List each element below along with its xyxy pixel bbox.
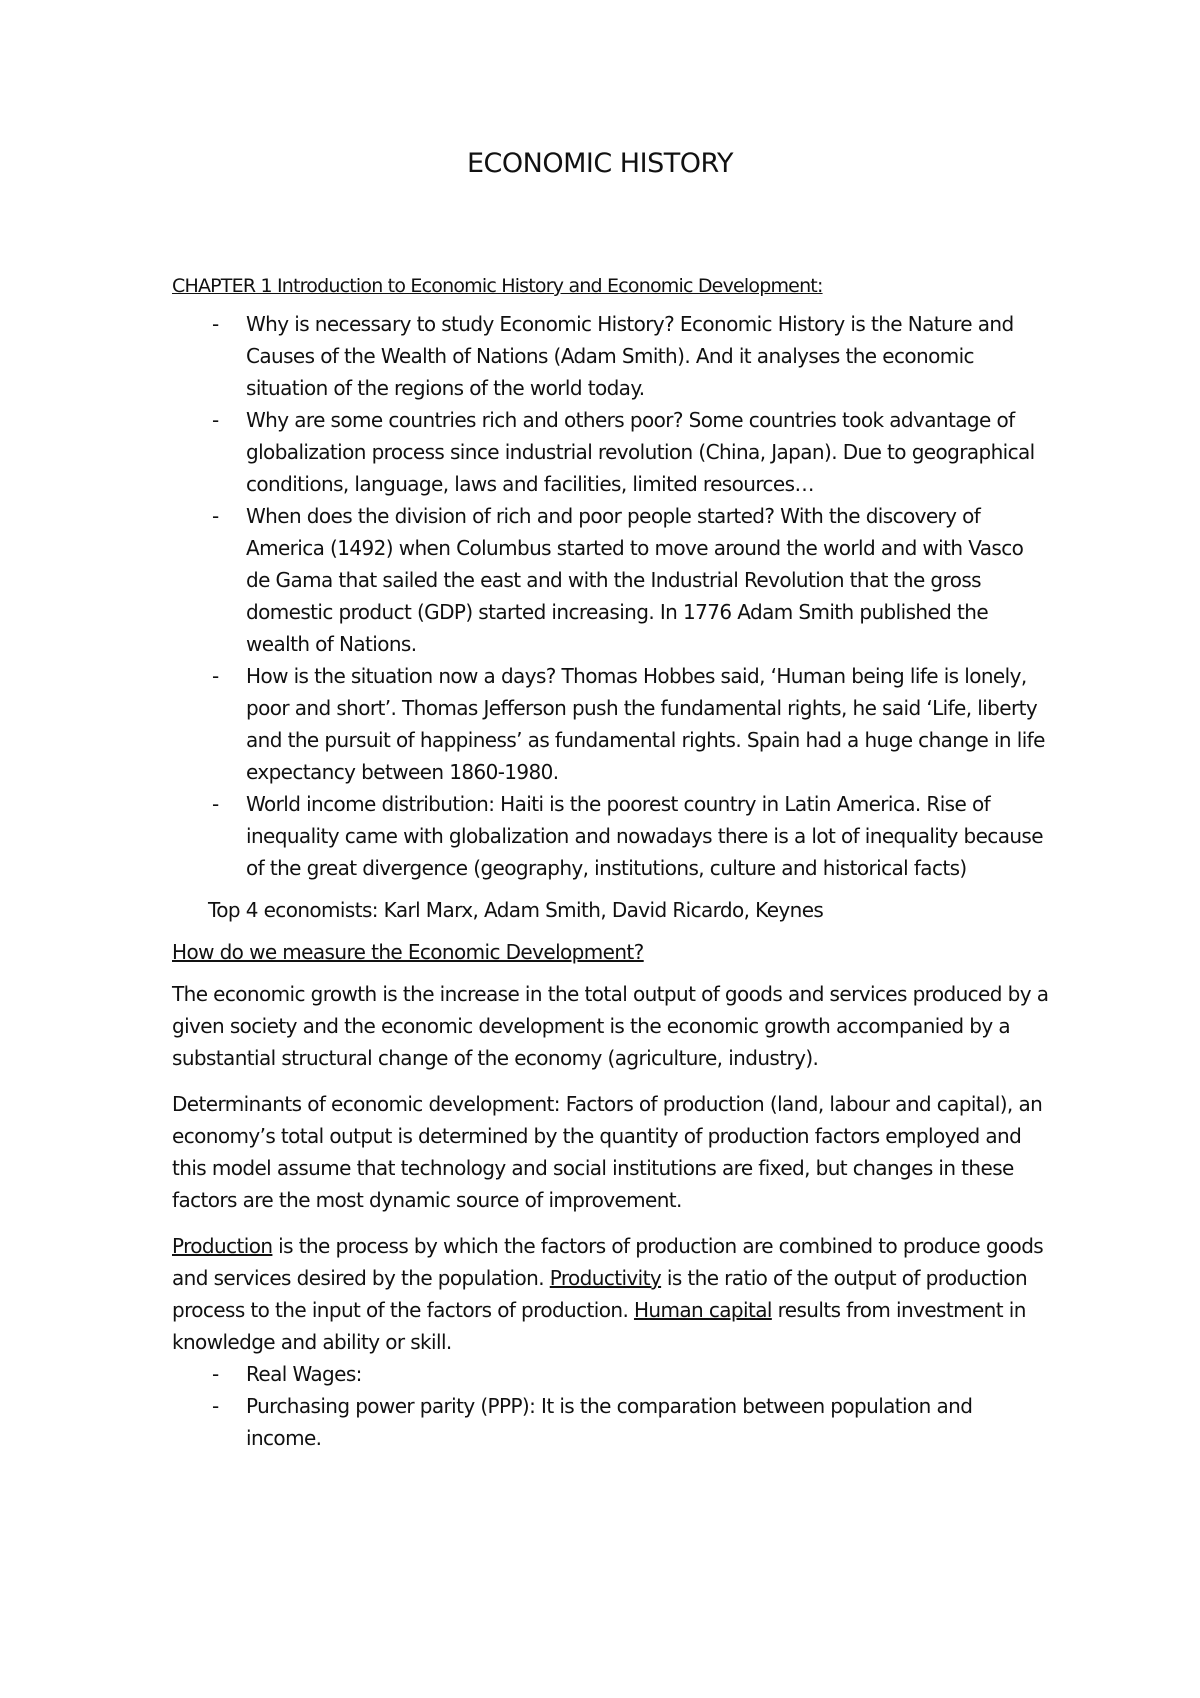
question-text: How is the situation now a days? Thomas Hobbes said, ‘Human being life is lonely, poor and short’. Thomas Jefferson push the fundamental rights, he said ‘Life, liberty and the pursuit of happiness’ as fundamental rights. Spain had a huge change in life expectancy between 1860-1980. [246,664,1045,784]
production-term: Production [172,1234,273,1258]
list-item [172,308,1052,404]
question-text: World income distribution: Haiti is the poorest country in Latin America. Rise of inequality came with globalization and nowadays there is a lot of inequality because of the great divergence (geography, institutions, culture and historical facts) [246,792,1043,880]
growth-paragraph: The economic growth is the increase in the total output of goods and services produced by a given society and the economic development is the economic growth accompanied by a substantial structural change of the economy (agriculture, industry). [172,982,1049,1070]
determinants-paragraph: Determinants of economic development: Factors of production (land, labour and capital), an economy’s total output is determined by the quantity of production factors employed and this model assume that technology and social institutions are fixed, but changes in these factors are the most dynamic source of improvement. [172,1092,1043,1212]
measures-list [172,1358,1052,1454]
dash-bullet: - [212,408,219,432]
document-title: ECONOMIC HISTORY [467,148,733,179]
human-capital-definition: results from investment in knowledge and ability or skill. [172,1298,1026,1354]
human-capital-term: Human capital [633,1298,772,1322]
list-item [172,1390,1052,1454]
list-item [172,1358,1052,1390]
measure-heading: How do we measure the Economic Development? [172,940,644,964]
list-item [172,660,1052,788]
question-list [172,308,1052,884]
list-item [172,788,1052,884]
dash-bullet: - [212,504,219,528]
production-definition: is the process by which the factors of production are combined to produce goods and services desired by the population. [172,1234,1044,1290]
document-body [172,270,1052,1454]
top-economists: Top 4 economists: Karl Marx, Adam Smith, David Ricardo, Keynes [208,898,824,922]
question-text: Why are some countries rich and others poor? Some countries took advantage of globalization process since industrial revolution (China, Japan). Due to geographical conditions, language, laws and facilities, limited resources… [246,408,1035,496]
question-text: Why is necessary to study Economic History? Economic History is the Nature and Causes of the Wealth of Nations (Adam Smith). And it analyses the economic situation of the regions of the world today. [246,312,1014,400]
productivity-definition: is the ratio of the output of production process to the input of the factors of production. [172,1266,1028,1322]
list-item [172,500,1052,660]
dash-bullet: - [212,664,219,688]
measure-text: Purchasing power parity (PPP): It is the comparation between population and income. [246,1394,973,1450]
dash-bullet: - [212,312,219,336]
dash-bullet: - [212,1362,219,1386]
dash-bullet: - [212,792,219,816]
list-item [172,404,1052,500]
question-text: When does the division of rich and poor people started? With the discovery of America (1492) when Columbus started to move around the world and with Vasco de Gama that sailed the east and with the Industrial Revolution that the gross domestic product (GDP) started increasing. In 1776 Adam Smith published the wealth of Nations. [246,504,1024,656]
productivity-term: Productivity [549,1266,662,1290]
definitions-paragraph [172,1230,1052,1358]
chapter-heading: CHAPTER 1 Introduction to Economic History and Economic Development: [172,275,823,297]
measure-text: Real Wages: [246,1362,362,1386]
dash-bullet: - [212,1394,219,1418]
